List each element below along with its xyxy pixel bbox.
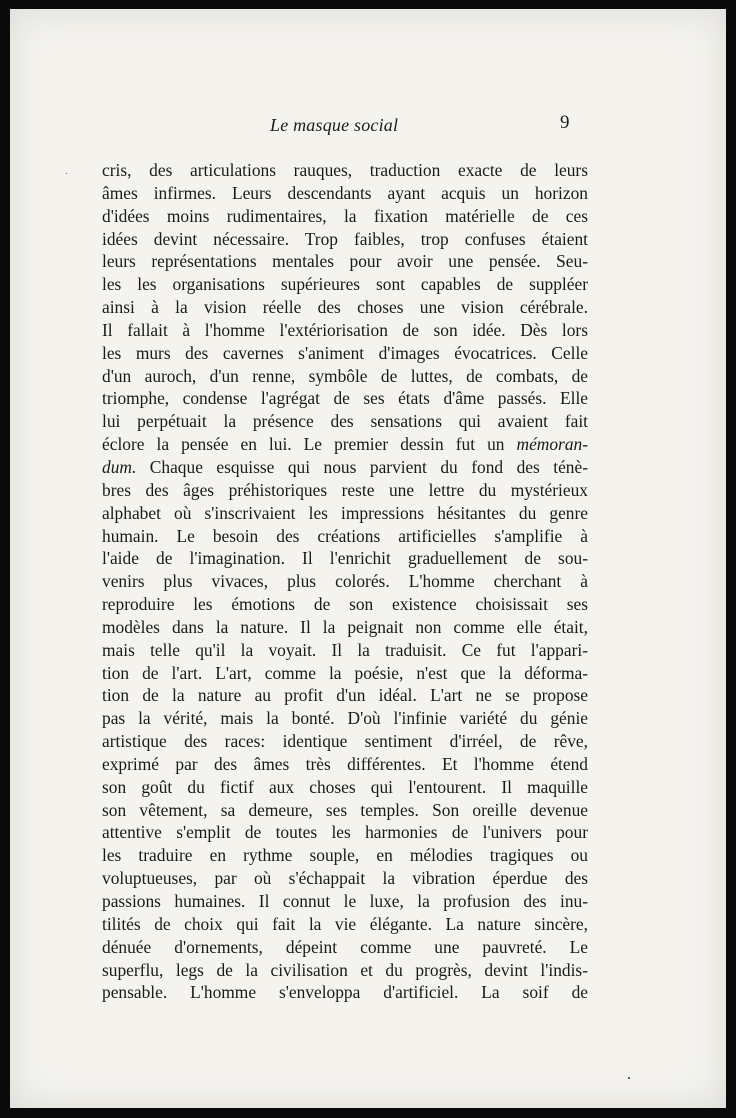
text-line: superflu, legs de la civilisation et du progrès, devint l'indis- [102,959,588,980]
text-line-with-italic [102,456,588,479]
text-line: triomphe, condense l'agrégat de ses états d'âme passés. Elle [102,388,588,409]
text-line: mais telle qu'il la voyait. Il la traduisit. Ce fut l'appari- [102,639,588,660]
text-line: humain. Le besoin des créations artificielles s'amplifie à [102,525,588,546]
text-line: les traduire en rythme souple, en mélodies tragiques ou [102,845,588,866]
scan-speck [66,173,67,174]
text-line: Il fallait à l'homme l'extériorisation de son idée. Dès lors [102,319,588,340]
text-line: tion de la nature au profit d'un idéal. L'art ne se propose [102,685,588,706]
text-line: les les organisations supérieures sont capables de suppléer [102,274,588,295]
text-line: attentive s'emplit de toutes les harmonies de l'univers pour [102,822,588,843]
book-page [10,9,726,1108]
text-line: reproduire les émotions de son existence choisissait ses [102,594,588,615]
text-line: dénuée d'ornements, dépeint comme une pauvreté. Le [102,936,588,957]
text-line: lui perpétuait la présence des sensations qui avaient fait [102,411,588,432]
text-line: artistique des races: identique sentiment d'irréel, de rêve, [102,731,588,752]
italic-word: dum. [102,456,137,477]
text-line: pas la vérité, mais la bonté. D'où l'infinie variété du génie [102,708,588,729]
text-line-with-italic [102,433,588,456]
text-line: cris, des articulations rauques, traduction exacte de leurs [102,160,588,180]
text-line: alphabet où s'inscrivaient les impressions hésitantes du genre [102,502,588,523]
text-line: d'un auroch, d'un renne, symbôle de luttes, de combats, de [102,365,588,386]
scan-speck [628,1077,630,1079]
page-number: 9 [560,112,570,133]
italic-word: mémoran- [516,434,588,455]
text-line: venirs plus vivaces, plus colorés. L'homme cherchant à [102,571,588,592]
text-line: passions humaines. Il connut le luxe, la profusion des inu- [102,891,588,911]
text-line: son vêtement, sa demeure, ses temples. Son oreille devenue [102,799,588,820]
text-line: modèles dans la nature. Il la peignait non comme elle était, [102,616,588,637]
running-title: Le masque social [270,115,399,135]
text-line: âmes infirmes. Leurs descendants ayant acquis un horizon [102,182,588,203]
text-line: idées devint nécessaire. Trop faibles, trop confuses étaient [102,228,588,249]
text-line: l'aide de l'imagination. Il l'enrichit graduellement de sou- [102,548,588,569]
body-text [102,159,588,1004]
text-line: d'idées moins rudimentaires, la fixation matérielle de ces [102,205,588,226]
text-line: voluptueuses, par où s'échappait la vibration éperdue des [102,868,588,889]
text-line: les murs des cavernes s'animent d'images évocatrices. Celle [102,342,588,363]
text-line: exprimé par des âmes très différentes. Et l'homme étend [102,753,588,774]
text-line: tilités de choix qui fait la vie élégante. La nature sincère, [102,913,588,934]
text-line: tion de l'art. L'art, comme la poésie, n'est que la déforma- [102,662,588,683]
text-line: bres des âges préhistoriques reste une lettre du mystérieux [102,479,588,500]
text-line: son goût du fictif aux choses qui l'entourent. Il maquille [102,776,588,797]
text-fragment: éclore la pensée en lui. Le premier dessin fut un [102,434,517,455]
page-header [10,112,726,145]
text-line: pensable. L'homme s'enveloppa d'artificiel. La soif de [102,982,588,1003]
text-line: leurs représentations mentales pour avoir une pensée. Seu- [102,251,588,272]
text-fragment: Chaque esquisse qui nous parvient du fond des ténè- [136,456,588,477]
text-line: ainsi à la vision réelle des choses une vision cérébrale. [102,297,588,318]
